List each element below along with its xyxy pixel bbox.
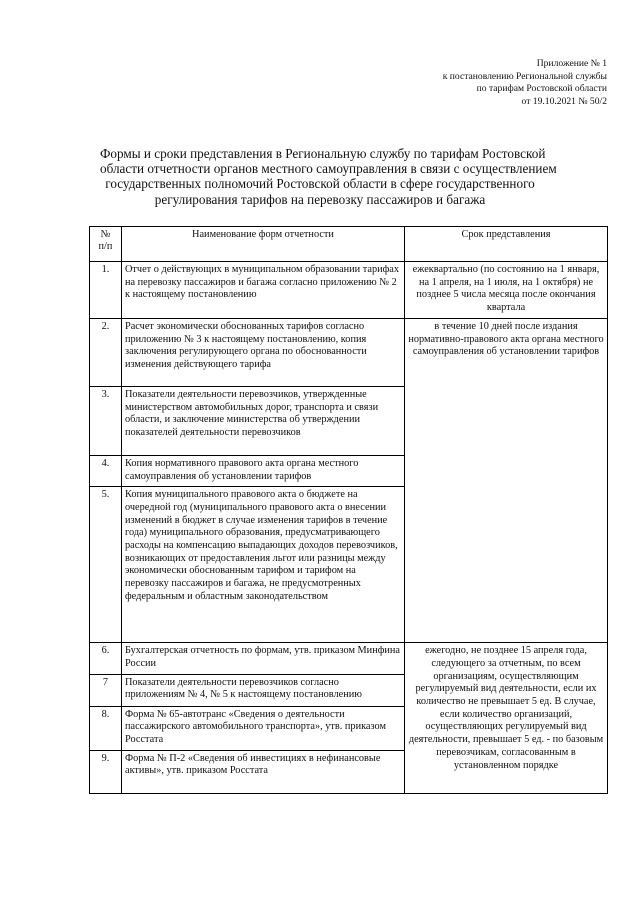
form-name: Копия нормативного правового акта органа местного самоуправления об установлении тарифов (122, 455, 405, 486)
row-number: 4. (90, 455, 122, 486)
row-number: 1. (90, 262, 122, 319)
header-number-symbol: № (100, 229, 111, 240)
row-number: 5. (90, 487, 122, 643)
appendix-line: от 19.10.2021 № 50/2 (521, 95, 607, 107)
form-name: Форма № 65-автотранс «Сведения о деятельности пассажирского автомобильного транспорта», утв. приказом Росстата (122, 706, 405, 750)
deadline-ten-days: в течение 10 дней после издания нормативно-правового акта органа местного самоуправления об установлении тарифов (405, 318, 608, 642)
table-row (90, 643, 608, 674)
header-deadline: Срок представления (405, 227, 608, 262)
appendix-line: Приложение № 1 (536, 58, 607, 69)
header-number (90, 227, 122, 262)
title-line: регулирования тарифов на перевозку пассажиров и багажа (154, 191, 486, 207)
row-number: 2. (90, 318, 122, 386)
row-number: 3. (90, 386, 122, 455)
deadline-annual: ежегодно, не позднее 15 апреля года, следующего за отчетным, по всем организациям, осуществляющим регулируемый вид деятельности, если их количество не превышает 5 ед. В случае, если количество организаций, осуществляющих регулируемый вид деятельности, превышает 5 ед. - по базовым перевозчикам, согласованным в установленном порядке (405, 643, 608, 794)
appendix-reference (347, 58, 607, 108)
document-title (100, 146, 557, 207)
row-number: 6. (90, 643, 122, 674)
row-number: 8. (90, 706, 122, 750)
title-line: государственных полномочий Ростовской области в сфере государственного (105, 176, 535, 192)
header-number-abbr: п/п (98, 241, 113, 252)
table-row (90, 318, 608, 386)
form-name: Бухгалтерская отчетность по формам, утв. приказом Минфина России (122, 643, 405, 674)
title-line: области отчетности органов местного самоуправления в связи с осуществлением (100, 161, 557, 177)
title-line: Формы и сроки представления в Региональную службу по тарифам Ростовской (100, 146, 546, 161)
deadline-quarterly: ежеквартально (по состоянию на 1 января, на 1 апреля, на 1 июля, на 1 октября) не позднее 5 числа месяца после окончания квартала (405, 262, 608, 319)
form-name: Форма № П-2 «Сведения об инвестициях в нефинансовые активы», утв. приказом Росстата (122, 750, 405, 793)
form-name: Отчет о действующих в муниципальном образовании тарифах на перевозку пассажиров и багажа согласно приложению № 2 к настоящему постановлению (122, 262, 405, 319)
form-name: Показатели деятельности перевозчиков согласно приложениям № 4, № 5 к настоящему постановлению (122, 674, 405, 706)
form-name: Показатели деятельности перевозчиков, утвержденные министерством автомобильных дорог, транспорта и связи области, и заключение министерства об утверждении показателей деятельности перевозчиков (122, 386, 405, 455)
reporting-forms-table (89, 226, 608, 794)
header-form-name: Наименование форм отчетности (122, 227, 405, 262)
table-header-row (90, 227, 608, 262)
row-number: 9. (90, 750, 122, 793)
table-row (90, 262, 608, 319)
appendix-line: по тарифам Ростовской области (476, 83, 607, 95)
form-name: Расчет экономически обоснованных тарифов согласно приложению № 3 к настоящему постановлению, копия заключения регулирующего органа по обоснованности изменения действующего тарифа (122, 318, 405, 386)
appendix-line: к постановлению Региональной службы (442, 70, 607, 82)
row-number: 7 (90, 674, 122, 706)
form-name: Копия муниципального правового акта о бюджете на очередной год (муниципального правового акта о внесении изменений в бюджет в случае изменения тарифов в течение года) муниципального образования, предусматривающего расходы на компенсацию выпадающих доходов перевозчиков, возникающих от предоставления льгот или разницы между экономически обоснованным тарифом и тарифом на перевозку пассажиров и багажа, не предусмотренных федеральным и областным законодательством (122, 487, 405, 643)
